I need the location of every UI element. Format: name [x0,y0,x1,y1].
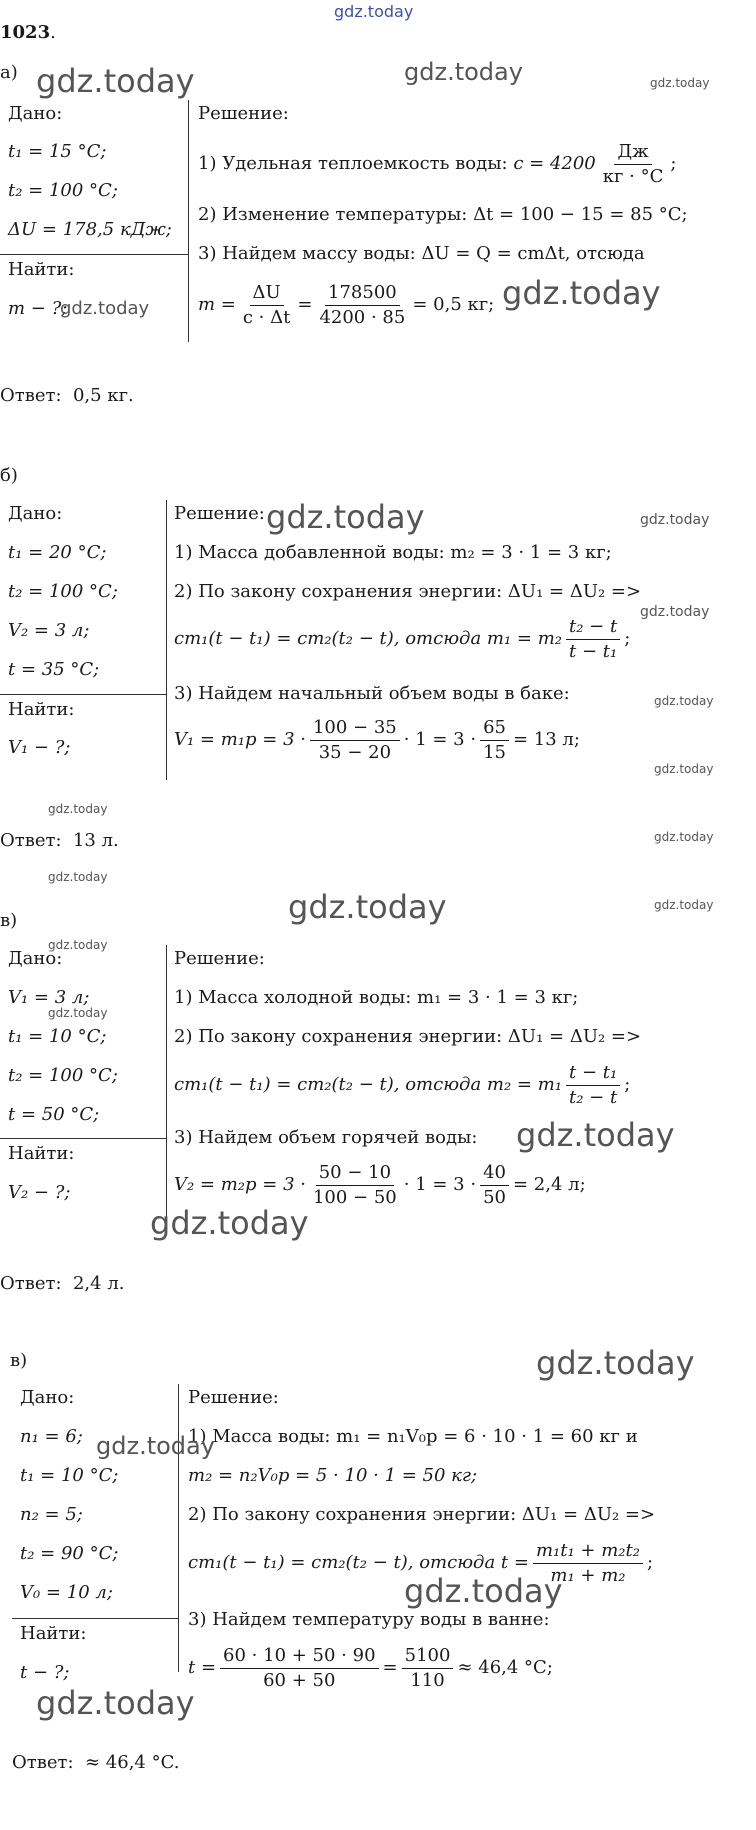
find-heading: Найти: [8,1143,75,1164]
formula-result: V₁ = m₁p = 3 · $\frac{100 - 35}{35 - 20}$ · 1 = 3 · $\frac{65}{15}$ = 13 л; [174,716,580,763]
given-item: t₁ = 10 °C; [20,1465,119,1486]
given-heading: Дано: [20,1387,75,1408]
watermark-logo: gdz.today [640,512,710,528]
problem-number: 1023. [0,22,56,43]
given-item: ΔU = 178,5 кДж; [8,219,172,240]
given-item: t₂ = 90 °C; [20,1543,119,1564]
solution-heading: Решение: [188,1387,279,1408]
fraction: $\frac{50 - 10}{100 - 50}$ [312,1161,397,1208]
solution-step: 2) Изменение температуры: Δt = 100 − 15 = 85 °C; [198,204,688,225]
formula-result: m = $\frac{\Delta U}{c \cdot \Delta t}$ = $\frac{178500}{4200 \cdot 85}$ = 0,5 кг; [198,281,495,328]
solution-heading: Решение: [198,103,289,124]
watermark-logo: gdz.today [288,888,447,926]
find-heading: Найти: [20,1623,87,1644]
formula-equation: cm₁(t − t₁) = cm₂(t₂ − t), отсюда t = $\frac{\text{m₁t₁ + m₂t₂}}{\text{m₁ + m₂}}$ ; [188,1539,654,1586]
part-letter: в) [0,910,18,931]
divider [178,1384,179,1672]
answer: Ответ: 2,4 л. [0,1273,125,1294]
solution-step: 3) Найдем массу воды: ΔU = Q = cmΔt, отсюда [198,243,645,264]
watermark-logo: gdz.today [654,830,714,844]
watermark-logo: gdz.today [150,1204,309,1242]
solution-step: 2) По закону сохранения энергии: ΔU₁ = ΔU₂ => [174,581,642,602]
answer: Ответ: 13 л. [0,830,119,851]
find-item: V₂ − ?; [8,1182,71,1203]
solution-step: 1) Масса воды: m₁ = n₁V₀p = 6 · 10 · 1 = 60 кг и [188,1426,638,1447]
given-item: V₁ = 3 л; [8,987,90,1008]
part-letter: в) [10,1350,28,1371]
given-item: t₂ = 100 °C; [8,1065,118,1086]
step-text: 1) Удельная теплоемкость воды: [198,153,508,174]
solution-step: 2) По закону сохранения энергии: ΔU₁ = ΔU₂ => [188,1504,656,1525]
fraction: $\frac{40}{50}$ [480,1163,509,1208]
watermark-logo: gdz.today [654,694,714,708]
watermark-logo: gdz.today [654,898,714,912]
given-heading: Дано: [8,503,63,524]
fraction: $\frac{\text{t₂ − t}}{\text{t − t₁}}$ [566,617,620,662]
find-item: V₁ − ?; [8,737,71,758]
solution-step: 1) Масса добавленной воды: m₂ = 3 · 1 = 3 кг; [174,542,612,563]
watermark-logo: gdz.today [640,604,710,620]
formula-result: V₂ = m₂p = 3 · $\frac{50 - 10}{100 - 50}$ · 1 = 3 · $\frac{40}{50}$ = 2,4 л; [174,1161,586,1208]
fraction: $\frac{Дж}{кг \cdot ^\circ C}$ [602,140,664,187]
fraction: $\frac{60 \cdot 10 + 50 \cdot 90}{60 + 50}$ [220,1646,378,1691]
given-item: n₁ = 6; [20,1426,83,1447]
formula-result: t = $\frac{60 \cdot 10 + 50 \cdot 90}{60 + 50}$ = $\frac{5100}{110}$ ≈ 46,4 °C; [188,1644,553,1691]
watermark-logo: gdz.today [96,1432,215,1460]
step-formula: c = 4200 [513,153,596,174]
watermark-logo: gdz.today [48,870,108,884]
find-heading: Найти: [8,699,75,720]
fraction: $\frac{178500}{4200 \cdot 85}$ [319,281,406,328]
watermark-logo: gdz.today [266,498,425,536]
given-item: n₂ = 5; [20,1504,83,1525]
given-item: t₁ = 10 °C; [8,1026,107,1047]
divider [0,1138,166,1139]
find-item: m − ?; [8,298,68,319]
given-item: t = 50 °C; [8,1104,100,1125]
watermark-logo: gdz.today [48,1006,108,1020]
watermark-logo: gdz.today [502,274,661,312]
watermark-logo: gdz.today [536,1344,695,1382]
part-letter: б) [0,465,18,486]
given-item: V₂ = 3 л; [8,620,90,641]
given-item: t₁ = 15 °C; [8,141,107,162]
given-heading: Дано: [8,948,63,969]
formula-equation: cm₁(t − t₁) = cm₂(t₂ − t), отсюда m₁ = m₂ $\frac{\text{t₂ − t}}{\text{t − t₁}}$ ; [174,615,631,662]
answer: Ответ: ≈ 46,4 °C. [12,1752,180,1773]
solution-step: 2) По закону сохранения энергии: ΔU₁ = ΔU₂ => [174,1026,642,1047]
given-heading: Дано: [8,103,63,124]
watermark-logo: gdz.today [404,58,523,86]
watermark-logo: gdz.today [36,62,195,100]
formula-equation: cm₁(t − t₁) = cm₂(t₂ − t), отсюда m₂ = m₁ $\frac{\text{t − t₁}}{\text{t₂ − t}}$ ; [174,1061,631,1108]
divider [166,945,167,1220]
fraction: $\frac{\Delta U}{c \cdot \Delta t}$ [242,281,291,328]
watermark-logo: gdz.today [404,1572,563,1610]
given-item: t₂ = 100 °C; [8,180,118,201]
solution-step: 3) Найдем температуру воды в ванне: [188,1609,550,1630]
divider [166,500,167,780]
divider [12,1618,178,1619]
divider [0,694,166,695]
given-item: t = 35 °C; [8,659,100,680]
watermark-logo: gdz.today [654,762,714,776]
find-heading: Найти: [8,259,75,280]
part-letter: а) [0,62,18,83]
find-item: t − ?; [20,1662,70,1683]
divider [188,100,189,342]
watermark-logo: gdz.today [48,938,108,952]
solution-step: 1) Удельная теплоемкость воды: c = 4200 $\frac{Дж}{кг \cdot ^\circ C}$ ; [198,140,677,187]
solution-step: 1) Масса холодной воды: m₁ = 3 · 1 = 3 кг; [174,987,579,1008]
solution-step: m₂ = n₂V₀p = 5 · 10 · 1 = 50 кг; [188,1465,478,1486]
solution-step: 3) Найдем объем горячей воды: [174,1127,478,1148]
fraction: $\frac{\text{m₁t₁ + m₂t₂}}{\text{m₁ + m₂}}$ [533,1541,643,1586]
site-logo[interactable]: gdz.today [334,2,414,21]
watermark-logo: gdz.today [650,76,710,90]
divider [0,254,188,255]
solution-heading: Решение: [174,503,265,524]
given-item: V₀ = 10 л; [20,1582,113,1603]
fraction: $\frac{\text{t − t₁}}{\text{t₂ − t}}$ [566,1063,620,1108]
watermark-logo: gdz.today [36,1684,195,1722]
watermark-logo: gdz.today [48,802,108,816]
watermark-logo: gdz.today [60,298,150,319]
watermark-logo: gdz.today [516,1116,675,1154]
fraction: $\frac{65}{15}$ [480,718,509,763]
solution-step: 3) Найдем начальный объем воды в баке: [174,683,570,704]
given-item: t₂ = 100 °C; [8,581,118,602]
solution-heading: Решение: [174,948,265,969]
answer: Ответ: 0,5 кг. [0,385,134,406]
given-item: t₁ = 20 °C; [8,542,107,563]
fraction: $\frac{5100}{110}$ [402,1646,454,1691]
fraction: $\frac{100 - 35}{35 - 20}$ [310,718,400,763]
